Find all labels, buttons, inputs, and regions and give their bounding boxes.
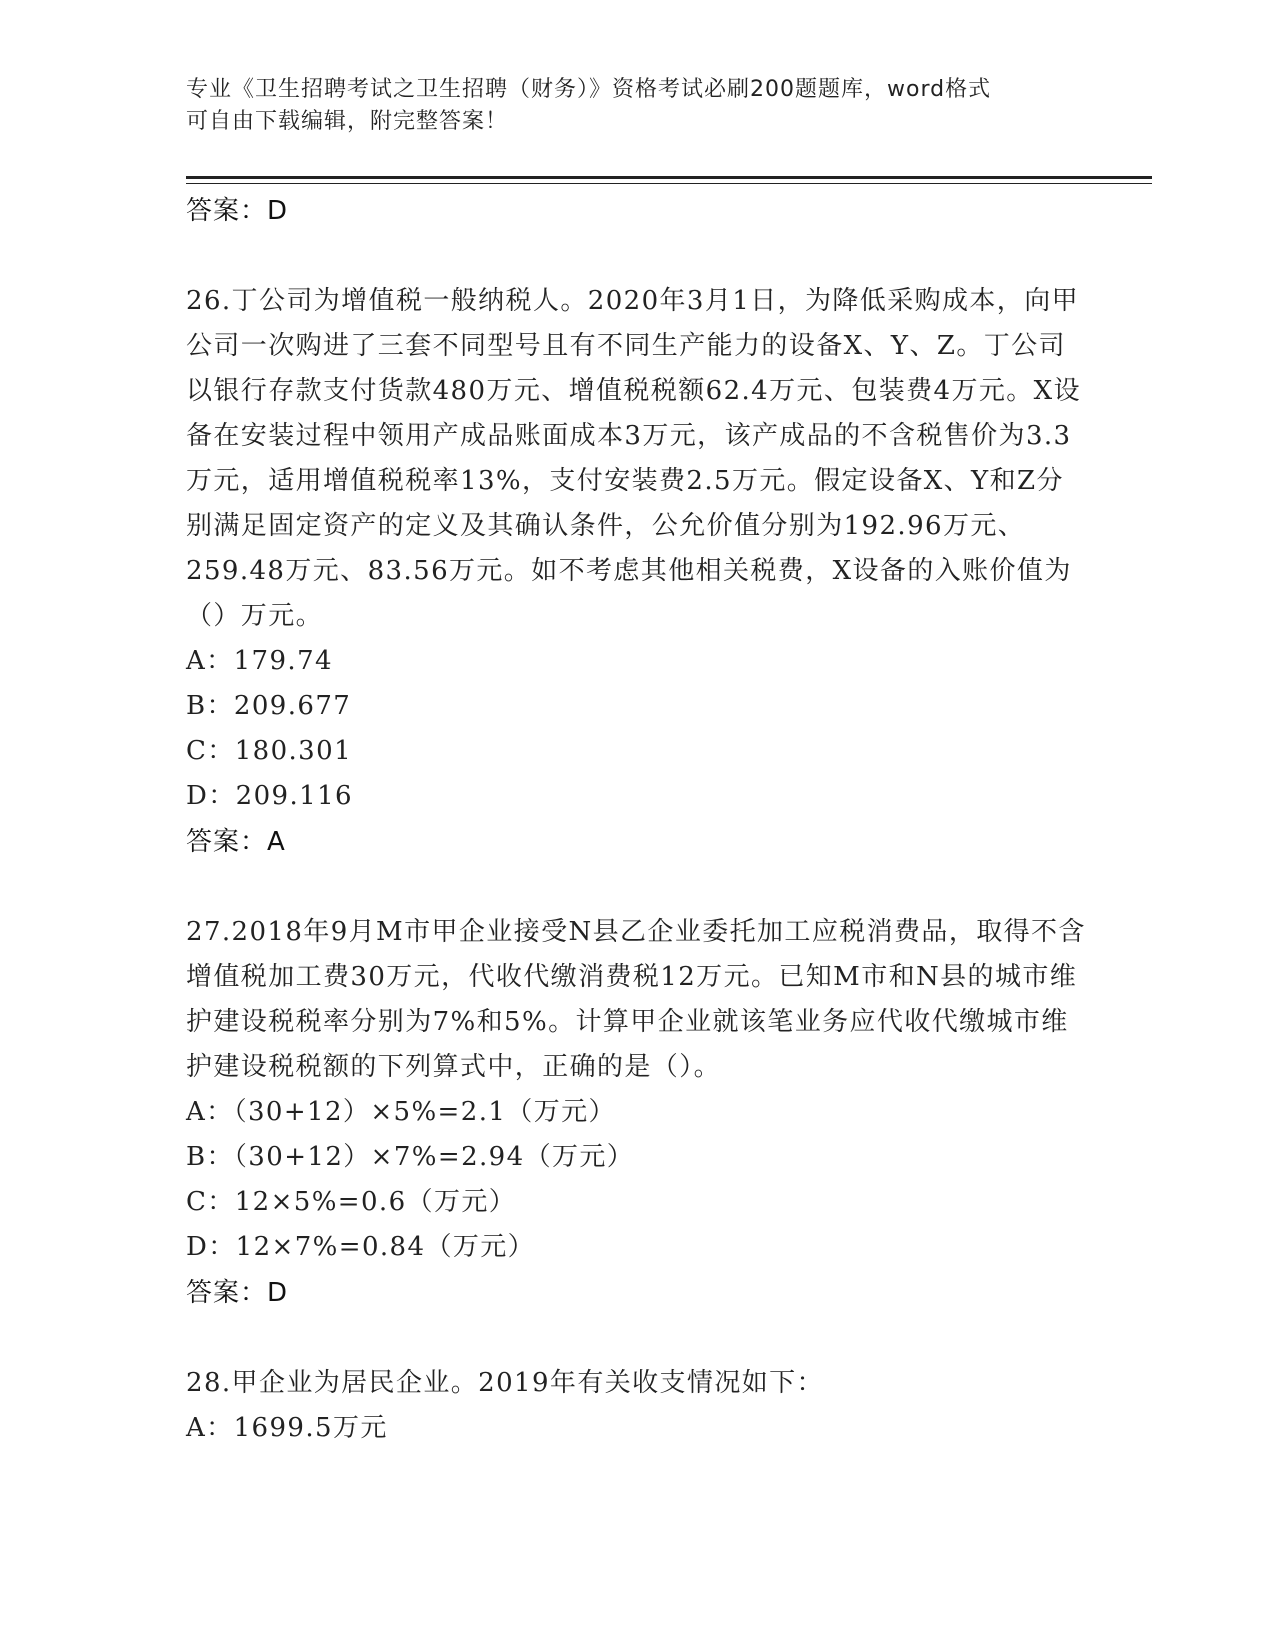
document-header [186,74,1066,138]
option-b: B：209.677 [186,691,352,721]
spacer [186,1316,1086,1361]
header-divider-thick [186,176,1152,179]
answer-line: 答案：D [186,196,289,226]
option-a: A：（30+12）×5%=2.1（万元） [186,1097,616,1127]
question-block-28 [186,1361,1086,1451]
option-b: B：（30+12）×7%=2.94（万元） [186,1142,635,1172]
question-block-26 [186,279,1086,865]
option-c: C：180.301 [186,736,353,766]
question-text: 28.甲企业为居民企业。2019年有关收支情况如下： [186,1368,824,1398]
option-d: D：209.116 [186,781,353,811]
option-a: A：1699.5万元 [186,1413,388,1443]
option-a: A：179.74 [186,646,333,676]
header-title-line2: 可自由下载编辑，附完整答案！ [186,109,509,134]
answer-line: 答案：D [186,1278,289,1308]
option-d: D：12×7%=0.84（万元） [186,1232,536,1262]
header-title-line1: 专业《卫生招聘考试之卫生招聘（财务）》资格考试必刷200题题库，word格式 [186,77,992,102]
question-text: 27.2018年9月M市甲企业接受N县乙企业委托加工应税消费品，取得不含增值税加工费30万元，代收代缴消费税12万元。已知M市和N县的城市维护建设税税率分别为7%和5%。计算甲企业就该笔业务应代收代缴城市维护建设税税额的下列算式中，正确的是（）。 [186,917,1086,1082]
document-body [186,188,1086,1451]
spacer [186,865,1086,910]
header-divider-thin [186,183,1152,184]
question-block-27 [186,910,1086,1316]
question-text: 26.丁公司为增值税一般纳税人。2020年3月1日，为降低采购成本，向甲公司一次购进了三套不同型号且有不同生产能力的设备X、Y、Z。丁公司以银行存款支付货款480万元、增值税税额62.4万元、包装费4万元。X设备在安装过程中领用产成品账面成本3万元，该产成品的不含税售价为3.3万元，适用增值税税率13%，支付安装费2.5万元。假定设备X、Y和Z分别满足固定资产的定义及其确认条件，公允价值分别为192.96万元、259.48万元、83.56万元。如不考虑其他相关税费，X设备的入账价值为（）万元。 [186,286,1081,631]
answer-line: 答案：A [186,827,286,857]
spacer [186,234,1086,279]
option-c: C：12×5%=0.6（万元） [186,1187,517,1217]
